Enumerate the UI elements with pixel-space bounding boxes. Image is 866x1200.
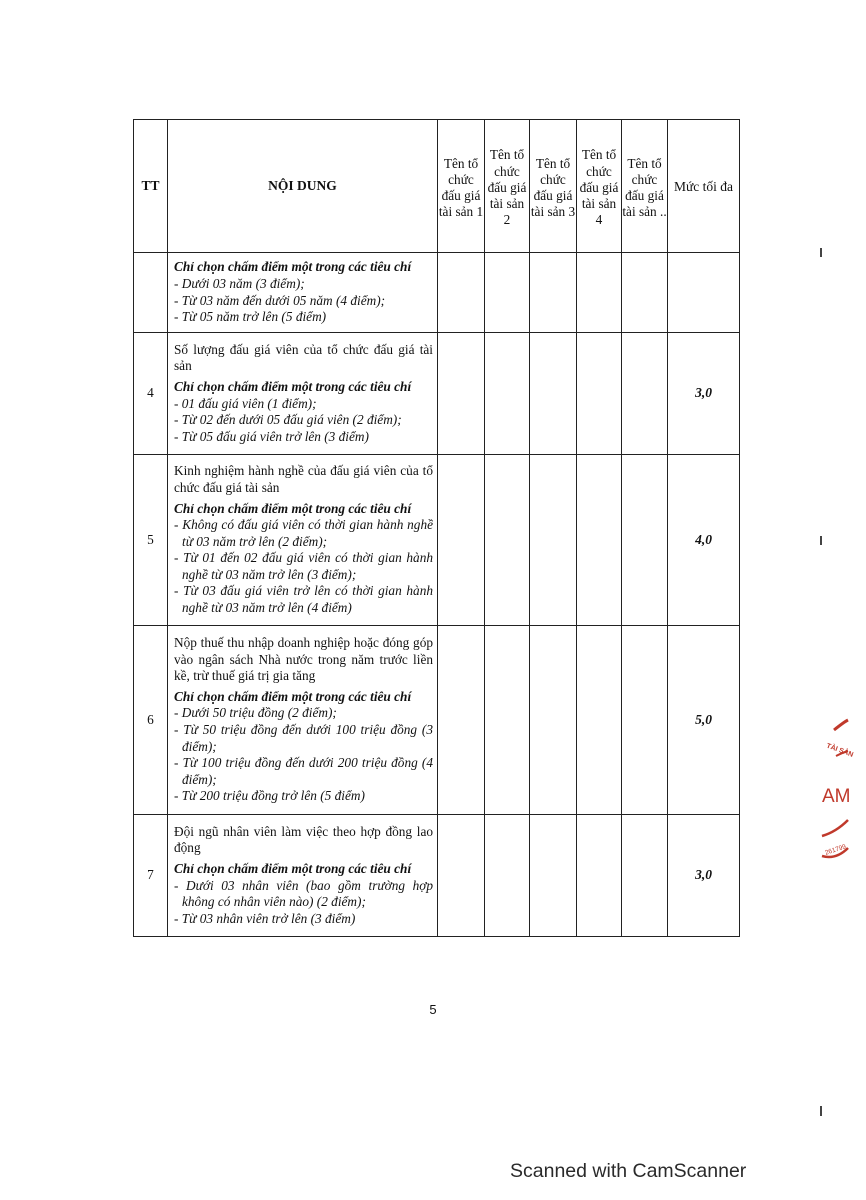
criteria-list	[174, 276, 433, 326]
edge-mark	[820, 536, 822, 545]
criteria-item: - Dưới 03 nhân viên (bao gồm trường hợp không có nhân viên nào) (2 điểm);	[174, 877, 433, 910]
score-cell-org-5	[622, 253, 668, 333]
max-score: 3,0	[668, 333, 740, 455]
table-row	[134, 253, 740, 333]
criteria-instruction: Chỉ chọn chấm điểm một trong các tiêu chí	[174, 688, 412, 704]
header-tt: TT	[134, 120, 168, 253]
row-number: 5	[134, 455, 168, 626]
max-score	[668, 253, 740, 333]
criteria-item: - Từ 05 đấu giá viên trở lên (3 điểm)	[174, 428, 369, 444]
score-cell-org-5	[622, 333, 668, 455]
criteria-item: - Không có đấu giá viên có thời gian hành nghề từ 03 năm trở lên (2 điểm);	[174, 517, 433, 549]
criterion-name: Số lượng đấu giá viên của tổ chức đấu giá tài sản	[174, 341, 433, 374]
score-cell-org-4	[577, 333, 622, 455]
table-row	[134, 333, 740, 455]
row-number: 7	[134, 815, 168, 937]
criteria-instruction: Chỉ chọn chấm điểm một trong các tiêu chí	[174, 378, 412, 394]
criteria-item: - Từ 02 đến dưới 05 đấu giá viên (2 điểm);	[174, 412, 402, 428]
score-cell-org-3	[530, 333, 577, 455]
edge-mark	[820, 248, 822, 257]
row-number: 4	[134, 333, 168, 455]
criteria-item: - 01 đấu giá viên (1 điểm);	[174, 395, 317, 411]
criteria-list	[174, 396, 433, 446]
row-content	[168, 253, 438, 333]
criteria-instruction: Chỉ chọn chấm điểm một trong các tiêu chí	[174, 500, 412, 516]
criteria-item: - Từ 03 đấu giá viên trở lên có thời gian hành nghề từ 03 năm trở lên (4 điểm)	[174, 583, 433, 616]
score-cell-org-1	[438, 455, 485, 626]
score-cell-org-3	[530, 626, 577, 815]
score-cell-org-2	[485, 455, 530, 626]
score-cell-org-2	[485, 815, 530, 937]
max-score: 4,0	[668, 455, 740, 626]
row-number	[134, 253, 168, 333]
table-row	[134, 815, 740, 937]
score-cell-org-4	[577, 455, 622, 626]
score-cell-org-5	[622, 815, 668, 937]
stamp-text-bottom: 261799	[824, 843, 847, 857]
criteria-item: - Từ 03 năm đến dưới 05 năm (4 điểm);	[174, 292, 386, 308]
score-cell-org-1	[438, 626, 485, 815]
score-cell-org-1	[438, 815, 485, 937]
edge-mark	[820, 1106, 822, 1116]
criteria-item: - Từ 05 năm trở lên (5 điểm)	[174, 309, 327, 325]
camscanner-footer: Scanned with CamScanner	[510, 1160, 747, 1182]
criteria-instruction: Chỉ chọn chấm điểm một trong các tiêu chí	[174, 259, 412, 275]
criterion-name: Nộp thuế thu nhập doanh nghiệp hoặc đóng góp vào ngân sách Nhà nước trong năm trước liền kề, trừ thuế giá trị gia tăng	[174, 635, 433, 684]
header-org-2: Tên tổ chức đấu giá tài sản 2	[485, 120, 530, 253]
score-cell-org-1	[438, 253, 485, 333]
score-cell-org-3	[530, 253, 577, 333]
header-org-4: Tên tổ chức đấu giá tài sản 4	[577, 120, 622, 253]
criteria-item: - Dưới 50 triệu đồng (2 điểm);	[174, 705, 337, 721]
criteria-item: - Từ 03 nhân viên trở lên (3 điểm)	[174, 910, 356, 926]
header-org-3: Tên tổ chức đấu giá tài sản 3	[530, 120, 577, 253]
row-number: 6	[134, 626, 168, 815]
table-row	[134, 455, 740, 626]
max-score: 5,0	[668, 626, 740, 815]
score-cell-org-1	[438, 333, 485, 455]
row-content	[168, 815, 438, 937]
criterion-name: Kinh nghiệm hành nghề của đấu giá viên của tổ chức đấu giá tài sản	[174, 463, 433, 495]
row-content	[168, 626, 438, 815]
criteria-list	[174, 705, 433, 805]
score-cell-org-4	[577, 253, 622, 333]
stamp-text-mid: AM	[822, 786, 851, 807]
score-cell-org-4	[577, 626, 622, 815]
criteria-list	[174, 878, 433, 928]
score-cell-org-4	[577, 815, 622, 937]
criteria-item: - Từ 200 triệu đồng trở lên (5 điểm)	[174, 788, 365, 804]
max-score: 3,0	[668, 815, 740, 937]
score-cell-org-3	[530, 455, 577, 626]
scoring-table	[133, 119, 740, 937]
criteria-instruction: Chỉ chọn chấm điểm một trong các tiêu chí	[174, 860, 412, 876]
row-content	[168, 333, 438, 455]
criterion-name: Đội ngũ nhân viên làm việc theo hợp đồng lao động	[174, 823, 433, 856]
page-number: 5	[429, 1002, 437, 1017]
score-cell-org-5	[622, 455, 668, 626]
table-row	[134, 626, 740, 815]
stamp-fragment	[814, 716, 855, 866]
header-max-score: Mức tối đa	[668, 120, 740, 253]
stamp-text-top: TÀI SẢN	[825, 742, 855, 759]
table-header-row	[134, 120, 740, 253]
criteria-list	[174, 517, 433, 617]
header-content: NỘI DUNG	[168, 120, 438, 253]
score-cell-org-2	[485, 333, 530, 455]
score-cell-org-5	[622, 626, 668, 815]
criteria-item: - Từ 50 triệu đồng đến dưới 100 triệu đồng (3 điểm);	[174, 722, 433, 754]
criteria-item: - Từ 100 triệu đồng đến dưới 200 triệu đồng (4 điểm);	[174, 755, 433, 787]
score-cell-org-2	[485, 253, 530, 333]
score-cell-org-3	[530, 815, 577, 937]
criteria-item: - Dưới 03 năm (3 điểm);	[174, 275, 305, 291]
header-org-5: Tên tổ chức đấu giá tài sản ..	[622, 120, 668, 253]
score-cell-org-2	[485, 626, 530, 815]
header-org-1: Tên tổ chức đấu giá tài sản 1	[438, 120, 485, 253]
criteria-item: - Từ 01 đến 02 đấu giá viên có thời gian hành nghề từ 03 năm trở lên (3 điểm);	[174, 550, 433, 582]
row-content	[168, 455, 438, 626]
